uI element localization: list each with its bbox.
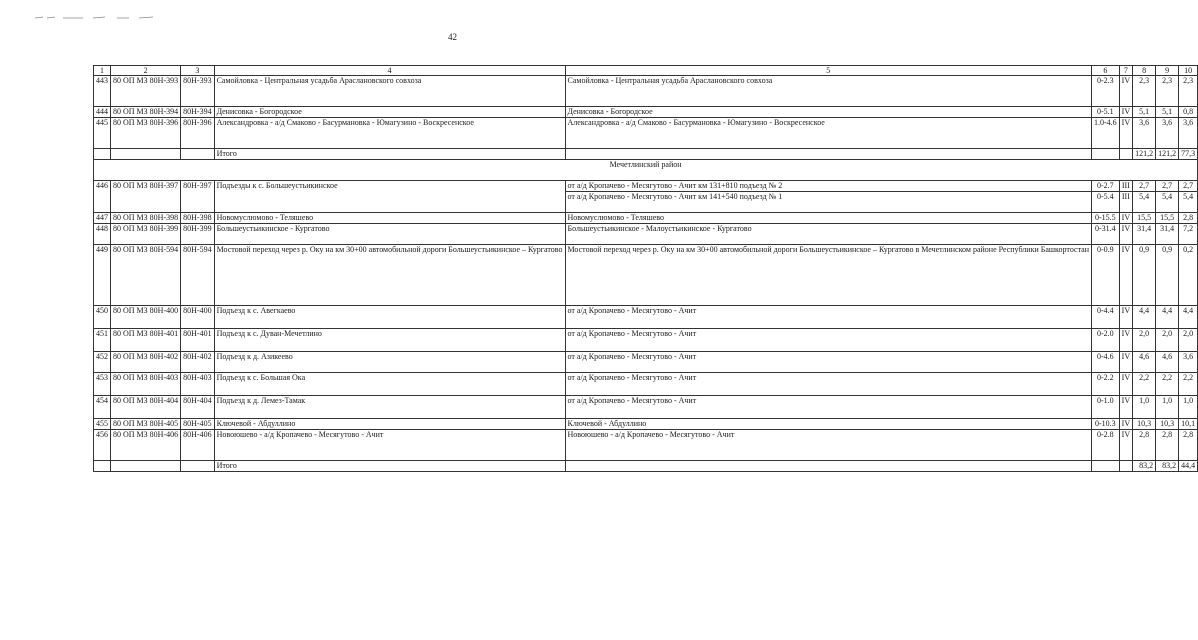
length-cell: 2,3 [1179, 76, 1198, 107]
route-cell: от а/д Кропачево - Месягутово - Ачит км 141+540 подъезд № 1 [565, 192, 1091, 213]
column-number-header: 5 [565, 66, 1091, 76]
header-row [94, 66, 1198, 76]
length-cell: 5,4 [1133, 192, 1156, 213]
road-id-cell: 80 ОП МЗ 80Н-400 [111, 306, 181, 329]
road-name-cell: Новомуслюмово - Теляшево [214, 213, 565, 224]
length-cell: 0,9 [1156, 245, 1179, 306]
column-number-header: 4 [214, 66, 565, 76]
empty-cell [1092, 149, 1120, 160]
length-cell: 4,4 [1156, 306, 1179, 329]
road-name-cell: Подъезд к с. Большая Ока [214, 373, 565, 396]
length-cell: 5,4 [1179, 192, 1198, 213]
km-range-cell: 1.0-4.6 [1092, 118, 1120, 149]
road-id-cell: 80 ОП МЗ 80Н-401 [111, 329, 181, 352]
road-name-cell: Подъезды к с. Большеустьикинское [214, 181, 565, 213]
route-cell: от а/д Кропачево - Месягутово - Ачит [565, 396, 1091, 419]
table-row [94, 118, 1198, 149]
road-short-code-cell: 80Н-399 [181, 224, 214, 245]
row-number: 450 [94, 306, 111, 329]
category-cell: IV [1119, 419, 1132, 430]
route-cell: от а/д Кропачево - Месягутово - Ачит [565, 352, 1091, 373]
row-number: 447 [94, 213, 111, 224]
road-short-code-cell: 80Н-594 [181, 245, 214, 306]
category-cell: IV [1119, 118, 1132, 149]
row-number: 444 [94, 107, 111, 118]
category-cell: III [1119, 192, 1132, 213]
empty-cell [565, 461, 1091, 472]
length-cell: 3,6 [1179, 352, 1198, 373]
region-row [94, 160, 1198, 181]
column-number-header: 8 [1133, 66, 1156, 76]
empty-cell [111, 149, 181, 160]
region-title: Мечетлинский район [94, 160, 1198, 181]
length-cell: 1,0 [1156, 396, 1179, 419]
km-range-cell: 0-5.1 [1092, 107, 1120, 118]
km-range-cell: 0-2.7 [1092, 181, 1120, 192]
table-row [94, 306, 1198, 329]
column-number-header: 6 [1092, 66, 1120, 76]
route-cell: Большеустьикинское - Малоустьикинское - Кургатово [565, 224, 1091, 245]
length-cell: 2,2 [1156, 373, 1179, 396]
category-cell: IV [1119, 329, 1132, 352]
table-row [94, 245, 1198, 306]
total-label: Итого [214, 149, 565, 160]
length-cell: 2,2 [1133, 373, 1156, 396]
road-id-cell: 80 ОП МЗ 80Н-396 [111, 118, 181, 149]
table-row [94, 430, 1198, 461]
total-row [94, 149, 1198, 160]
road-short-code-cell: 80Н-404 [181, 396, 214, 419]
road-id-cell: 80 ОП МЗ 80Н-405 [111, 419, 181, 430]
total-value: 83,2 [1156, 461, 1179, 472]
road-id-cell: 80 ОП МЗ 80Н-594 [111, 245, 181, 306]
category-cell: IV [1119, 396, 1132, 419]
column-number-header: 1 [94, 66, 111, 76]
road-id-cell: 80 ОП МЗ 80Н-402 [111, 352, 181, 373]
road-id-cell: 80 ОП МЗ 80Н-394 [111, 107, 181, 118]
column-number-header: 2 [111, 66, 181, 76]
total-value: 77,3 [1179, 149, 1198, 160]
length-cell: 31,4 [1133, 224, 1156, 245]
category-cell: IV [1119, 76, 1132, 107]
length-cell: 3,6 [1179, 118, 1198, 149]
road-name-cell: Подъезд к с. Дуван-Мечетлино [214, 329, 565, 352]
length-cell: 4,4 [1179, 306, 1198, 329]
route-cell: от а/д Кропачево - Месягутово - Ачит [565, 329, 1091, 352]
route-cell: от а/д Кропачево - Месягутово - Ачит км 131+810 подъезд № 2 [565, 181, 1091, 192]
table-row [94, 224, 1198, 245]
category-cell: III [1119, 181, 1132, 192]
route-cell: Александровка - а/д Смаково - Басурмановка - Юмагузино - Воскресенское [565, 118, 1091, 149]
total-value: 121,2 [1156, 149, 1179, 160]
length-cell: 2,8 [1133, 430, 1156, 461]
road-short-code-cell: 80Н-398 [181, 213, 214, 224]
total-value: 44,4 [1179, 461, 1198, 472]
road-name-cell: Подъезд к с. Авегкаево [214, 306, 565, 329]
scribble-mark [33, 12, 163, 22]
roads-table [93, 65, 1198, 472]
empty-cell [94, 461, 111, 472]
length-cell: 2,8 [1179, 430, 1198, 461]
empty-cell [111, 461, 181, 472]
road-short-code-cell: 80Н-397 [181, 181, 214, 213]
km-range-cell: 0-1.0 [1092, 396, 1120, 419]
row-number: 455 [94, 419, 111, 430]
length-cell: 2,7 [1156, 181, 1179, 192]
length-cell: 15,5 [1133, 213, 1156, 224]
category-cell: IV [1119, 430, 1132, 461]
row-number: 449 [94, 245, 111, 306]
road-short-code-cell: 80Н-393 [181, 76, 214, 107]
empty-cell [181, 149, 214, 160]
table-body [94, 66, 1198, 472]
road-name-cell: Подъезд к д. Азикеево [214, 352, 565, 373]
road-id-cell: 80 ОП МЗ 80Н-399 [111, 224, 181, 245]
table-row [94, 213, 1198, 224]
km-range-cell: 0-15.5 [1092, 213, 1120, 224]
empty-cell [1092, 461, 1120, 472]
empty-cell [1119, 149, 1132, 160]
row-number: 451 [94, 329, 111, 352]
road-name-cell: Ключевой - Абдуллино [214, 419, 565, 430]
category-cell: IV [1119, 213, 1132, 224]
column-number-header: 3 [181, 66, 214, 76]
road-id-cell: 80 ОП МЗ 80Н-397 [111, 181, 181, 213]
length-cell: 3,6 [1156, 118, 1179, 149]
row-number: 448 [94, 224, 111, 245]
road-short-code-cell: 80Н-396 [181, 118, 214, 149]
table-row [94, 329, 1198, 352]
road-id-cell: 80 ОП МЗ 80Н-403 [111, 373, 181, 396]
length-cell: 2,2 [1179, 373, 1198, 396]
category-cell: IV [1119, 224, 1132, 245]
km-range-cell: 0-2.2 [1092, 373, 1120, 396]
length-cell: 0,9 [1133, 245, 1156, 306]
total-value: 83,2 [1133, 461, 1156, 472]
road-short-code-cell: 80Н-401 [181, 329, 214, 352]
length-cell: 10,3 [1156, 419, 1179, 430]
road-short-code-cell: 80Н-402 [181, 352, 214, 373]
length-cell: 5,1 [1156, 107, 1179, 118]
table-row [94, 181, 1198, 192]
length-cell: 0,8 [1179, 107, 1198, 118]
road-id-cell: 80 ОП МЗ 80Н-393 [111, 76, 181, 107]
length-cell: 2,7 [1179, 181, 1198, 192]
km-range-cell: 0-31.4 [1092, 224, 1120, 245]
category-cell: IV [1119, 107, 1132, 118]
row-number: 446 [94, 181, 111, 213]
table-row [94, 419, 1198, 430]
length-cell: 1,0 [1179, 396, 1198, 419]
table-row [94, 373, 1198, 396]
length-cell: 2,3 [1133, 76, 1156, 107]
km-range-cell: 0-4.4 [1092, 306, 1120, 329]
road-short-code-cell: 80Н-400 [181, 306, 214, 329]
column-number-header: 7 [1119, 66, 1132, 76]
route-cell: Новомуслюмово - Теляшево [565, 213, 1091, 224]
length-cell: 5,1 [1133, 107, 1156, 118]
length-cell: 1,0 [1133, 396, 1156, 419]
row-number: 456 [94, 430, 111, 461]
category-cell: IV [1119, 245, 1132, 306]
road-name-cell: Денисовка - Богородское [214, 107, 565, 118]
route-cell: Ключевой - Абдуллино [565, 419, 1091, 430]
table-row [94, 107, 1198, 118]
length-cell: 4,4 [1133, 306, 1156, 329]
row-number: 453 [94, 373, 111, 396]
route-cell: от а/д Кропачево - Месягутово - Ачит [565, 306, 1091, 329]
km-range-cell: 0-4.6 [1092, 352, 1120, 373]
row-number: 445 [94, 118, 111, 149]
length-cell: 3,6 [1133, 118, 1156, 149]
road-short-code-cell: 80Н-406 [181, 430, 214, 461]
category-cell: IV [1119, 373, 1132, 396]
column-number-header: 10 [1179, 66, 1198, 76]
road-name-cell: Самойловка - Центральная усадьба Араслановского совхоза [214, 76, 565, 107]
route-cell: Мостовой переход через р. Оку на км 30+00 автомобильной дороги Большеустьикинское – Кургатово в Мечетлинском районе Республики Башкортостан [565, 245, 1091, 306]
row-number: 454 [94, 396, 111, 419]
length-cell: 4,6 [1156, 352, 1179, 373]
row-number: 452 [94, 352, 111, 373]
empty-cell [181, 461, 214, 472]
empty-cell [1119, 461, 1132, 472]
table-row [94, 76, 1198, 107]
table-row [94, 352, 1198, 373]
row-number: 443 [94, 76, 111, 107]
km-range-cell: 0-2.3 [1092, 76, 1120, 107]
table-row [94, 396, 1198, 419]
route-cell: Новоюшево - а/д Кропачево - Месягутово - Ачит [565, 430, 1091, 461]
length-cell: 2,8 [1179, 213, 1198, 224]
road-name-cell: Новоюшево - а/д Кропачево - Месягутово - Ачит [214, 430, 565, 461]
km-range-cell: 0-10.3 [1092, 419, 1120, 430]
length-cell: 2,0 [1179, 329, 1198, 352]
length-cell: 0,2 [1179, 245, 1198, 306]
empty-cell [94, 149, 111, 160]
road-name-cell: Подъезд к д. Лемез-Тамак [214, 396, 565, 419]
total-row [94, 461, 1198, 472]
length-cell: 4,6 [1133, 352, 1156, 373]
km-range-cell: 0-5.4 [1092, 192, 1120, 213]
road-name-cell: Большеустьикинское - Кургатово [214, 224, 565, 245]
road-name-cell: Мостовой переход через р. Оку на км 30+00 автомобильной дороги Большеустьикинское – Кургатово [214, 245, 565, 306]
route-cell: Денисовка - Богородское [565, 107, 1091, 118]
km-range-cell: 0-2.0 [1092, 329, 1120, 352]
length-cell: 7,2 [1179, 224, 1198, 245]
length-cell: 31,4 [1156, 224, 1179, 245]
road-id-cell: 80 ОП МЗ 80Н-398 [111, 213, 181, 224]
page-number: 42 [448, 32, 457, 42]
road-short-code-cell: 80Н-405 [181, 419, 214, 430]
column-number-header: 9 [1156, 66, 1179, 76]
length-cell: 2,7 [1133, 181, 1156, 192]
road-id-cell: 80 ОП МЗ 80Н-406 [111, 430, 181, 461]
length-cell: 15,5 [1156, 213, 1179, 224]
empty-cell [565, 149, 1091, 160]
road-short-code-cell: 80Н-403 [181, 373, 214, 396]
route-cell: от а/д Кропачево - Месягутово - Ачит [565, 373, 1091, 396]
total-value: 121,2 [1133, 149, 1156, 160]
category-cell: IV [1119, 306, 1132, 329]
length-cell: 2,8 [1156, 430, 1179, 461]
road-name-cell: Александровка - а/д Смаково - Басурмановка - Юмагузино - Воскресенское [214, 118, 565, 149]
length-cell: 2,0 [1133, 329, 1156, 352]
length-cell: 10,3 [1133, 419, 1156, 430]
road-id-cell: 80 ОП МЗ 80Н-404 [111, 396, 181, 419]
length-cell: 5,4 [1156, 192, 1179, 213]
category-cell: IV [1119, 352, 1132, 373]
km-range-cell: 0-0.9 [1092, 245, 1120, 306]
length-cell: 2,3 [1156, 76, 1179, 107]
total-label: Итого [214, 461, 565, 472]
route-cell: Самойловка - Центральная усадьба Араслановского совхоза [565, 76, 1091, 107]
road-short-code-cell: 80Н-394 [181, 107, 214, 118]
length-cell: 2,0 [1156, 329, 1179, 352]
km-range-cell: 0-2.8 [1092, 430, 1120, 461]
length-cell: 10,1 [1179, 419, 1198, 430]
